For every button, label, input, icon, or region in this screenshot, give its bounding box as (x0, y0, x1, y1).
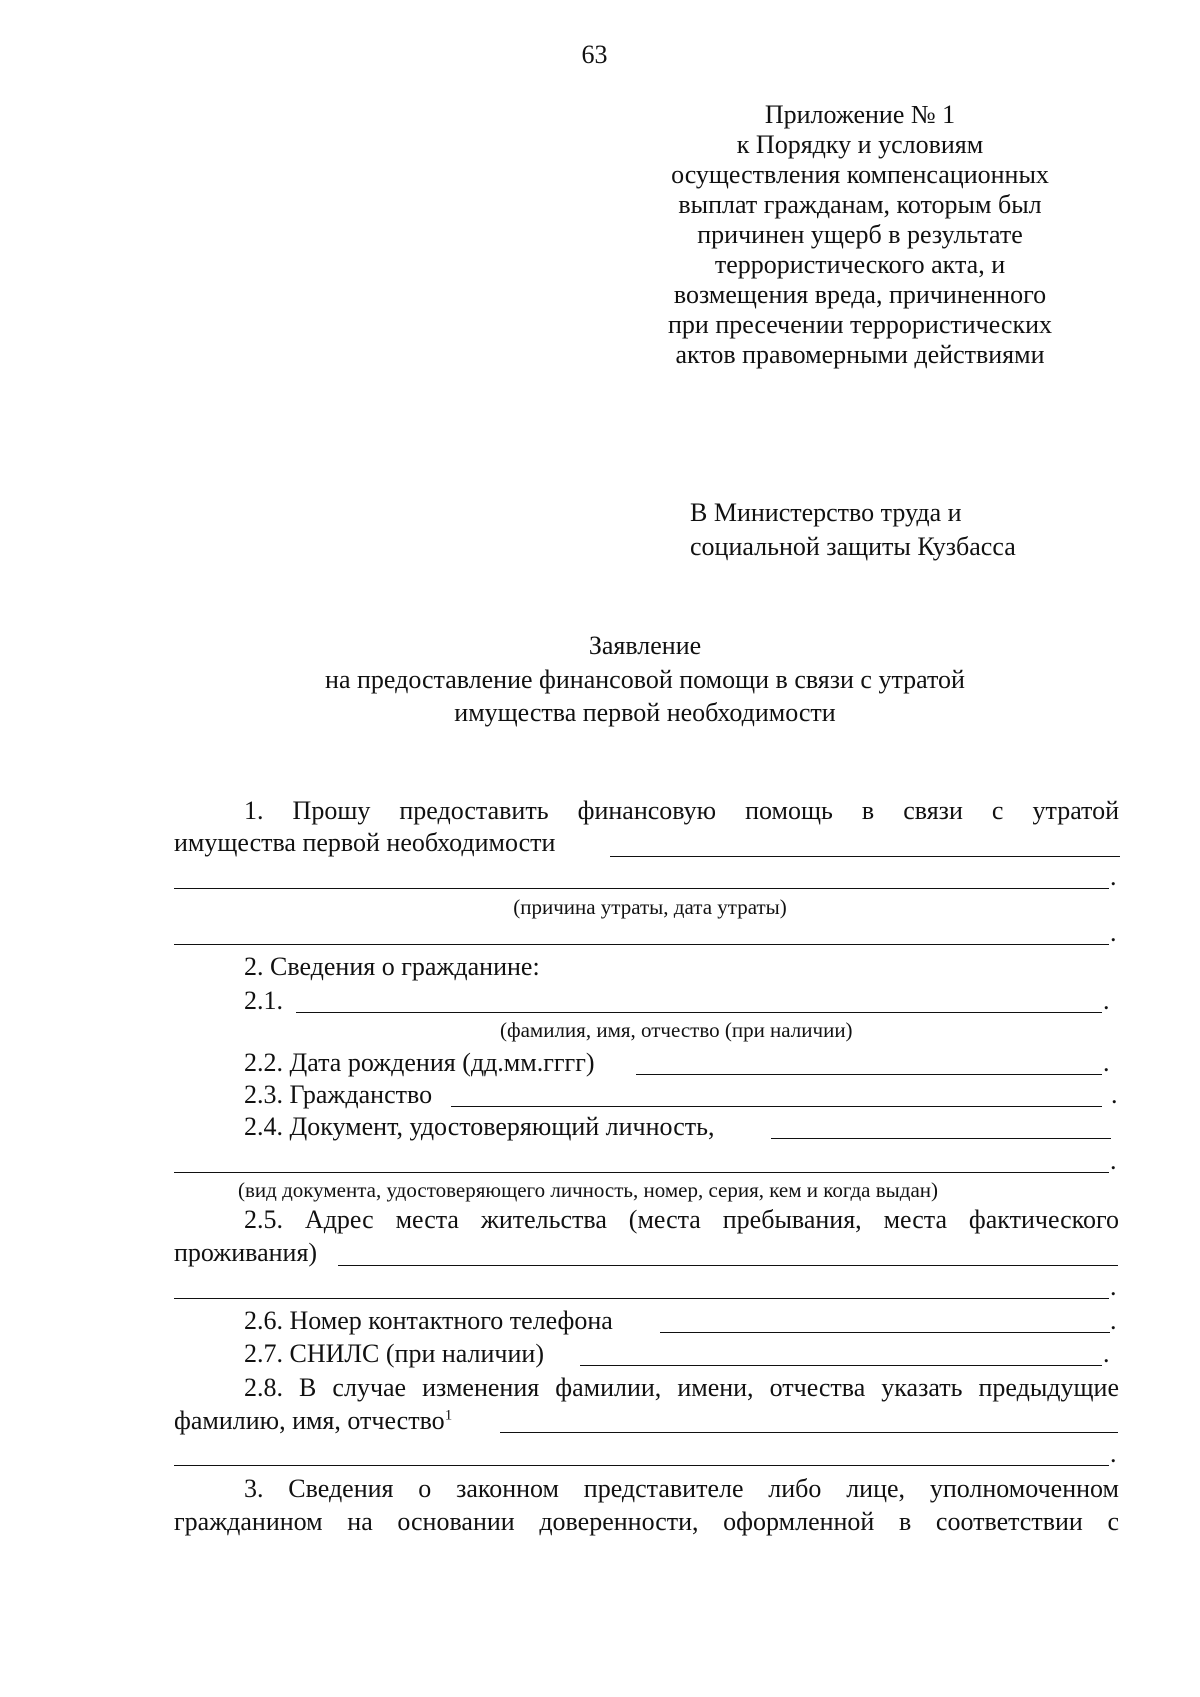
period: . (1110, 1272, 1117, 1301)
previous-name-field-2[interactable] (174, 1465, 1109, 1466)
hint-fio: (фамилия, имя, отчество (при наличии) (500, 1018, 853, 1042)
period: . (1110, 1439, 1117, 1468)
addressee-line-1: В Министерство труда и (690, 498, 962, 527)
address-field-2[interactable] (174, 1298, 1109, 1299)
loss-field-line-2[interactable] (174, 888, 1109, 889)
s2-2-label: 2.2. Дата рождения (дд.мм.гггг) (244, 1048, 595, 1077)
phone-field[interactable] (660, 1332, 1110, 1333)
s2-1-label: 2.1. (244, 986, 283, 1015)
footnote-marker: 1 (444, 1407, 453, 1424)
page-number: 63 (581, 40, 608, 69)
period: . (1110, 1306, 1117, 1335)
p1-line-2: имущества первой необходимости (174, 828, 556, 857)
period: . (1103, 1048, 1110, 1077)
previous-name-field-1[interactable] (500, 1432, 1118, 1433)
document-title: Заявление (588, 631, 702, 660)
document-subtitle-2: имущества первой необходимости (454, 698, 836, 727)
appendix-line: возмещения вреда, причиненного (673, 280, 1047, 309)
birth-date-field[interactable] (636, 1074, 1102, 1075)
appendix-line: выплат гражданам, которым был (678, 190, 1042, 219)
addressee-line-2: социальной защиты Кузбасса (690, 532, 1016, 561)
appendix-line: актов правомерными действиями (675, 340, 1045, 369)
s2-8-line-2-text: фамилию, имя, отчество (174, 1406, 445, 1435)
p1-line-1: 1. Прошу предоставить финансовую помощь в связи с утратой (244, 796, 1119, 825)
address-field-1[interactable] (338, 1265, 1118, 1266)
s2-7-label: 2.7. СНИЛС (при наличии) (244, 1339, 544, 1368)
hint-loss: (причина утраты, дата утраты) (513, 895, 787, 919)
s3-line-1: 3. Сведения о законном представителе либо лице, уполномоченном (244, 1474, 1119, 1503)
appendix-line: террористического акта, и (714, 250, 1006, 279)
period: . (1110, 918, 1117, 947)
hint-id-document: (вид документа, удостоверяющего личность, номер, серия, кем и когда выдан) (238, 1178, 939, 1202)
period: . (1103, 986, 1110, 1015)
s2-3-label: 2.3. Гражданство (244, 1080, 433, 1109)
s2-8-line-2 (174, 1406, 452, 1436)
loss-field-line-3[interactable] (174, 944, 1109, 945)
appendix-line: Приложение № 1 (764, 100, 956, 129)
snils-field[interactable] (580, 1365, 1102, 1366)
document-subtitle-1: на предоставление финансовой помощи в связи с утратой (325, 665, 965, 694)
s3-line-2: гражданином на основании доверенности, оформленной в соответствии с (174, 1507, 1119, 1536)
appendix-line: осуществления компенсационных (671, 160, 1049, 189)
s2-8-line-1: 2.8. В случае изменения фамилии, имени, отчества указать предыдущие (244, 1373, 1119, 1402)
id-document-field-2[interactable] (174, 1172, 1109, 1173)
appendix-block (660, 100, 1060, 370)
id-document-field-1[interactable] (771, 1138, 1111, 1139)
period: . (1103, 1339, 1110, 1368)
appendix-line: к Порядку и условиям (736, 130, 984, 159)
s2-5-line-1: 2.5. Адрес места жительства (места пребывания, места фактического (244, 1205, 1119, 1234)
citizenship-field[interactable] (451, 1106, 1102, 1107)
appendix-line: причинен ущерб в результате (697, 220, 1023, 249)
period: . (1110, 862, 1117, 891)
fio-field[interactable] (296, 1012, 1102, 1013)
period: . (1110, 1146, 1117, 1175)
period: . (1111, 1080, 1118, 1109)
section-2-heading: 2. Сведения о гражданине: (244, 952, 540, 981)
s2-4-label: 2.4. Документ, удостоверяющий личность, (244, 1112, 715, 1141)
appendix-line: при пресечении террористических (667, 310, 1053, 339)
loss-field-line-1[interactable] (610, 856, 1120, 857)
s2-5-line-2: проживания) (174, 1238, 318, 1267)
s2-6-label: 2.6. Номер контактного телефона (244, 1306, 613, 1335)
